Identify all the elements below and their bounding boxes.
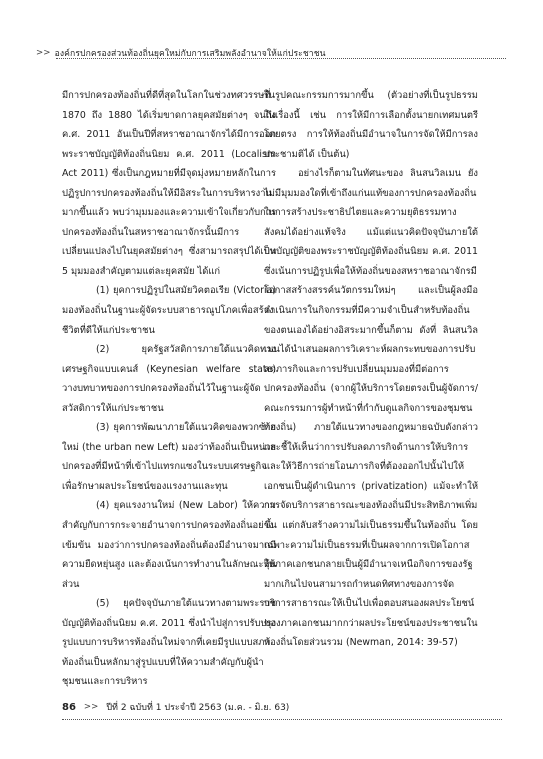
- running-header-title: องค์กรปกครองส่วนท้องถิ่นยุคใหม่กับการเสริมพลังอำนาจให้แก่ประชาชน: [54, 49, 326, 59]
- right-column: [264, 86, 478, 653]
- header-divider: [56, 58, 506, 59]
- page-footer: [62, 700, 502, 714]
- left-column: [62, 86, 276, 692]
- list-item: (3) ยุคการพัฒนาภายใต้แนวคิดของพวกซ้ายใหม่ (the urban new Left) มองว่าท้องถิ่นเป็นหน่วยปกครองที่มีหน้าที่เข้าไปแทรกแซงในระบบเศรษฐกิจเพื่อรักษาผลประโยชน์ของแรงงานและทุน: [62, 422, 276, 492]
- footer-divider: [62, 719, 502, 720]
- list-item: (1) ยุคการปฏิรูปในสมัยวิคตอเรีย (Victoria) มองท้องถิ่นในฐานะผู้จัดระบบสาธารณูปโภคเพื่อสร้างชีวิตที่ดีให้แก่ประชาชน: [62, 285, 276, 336]
- list-item: (2) ยุครัฐสวัสดิการภายใต้แนวคิดทางเศรษฐกิจแบบเคนส์ (Keynesian welfare state) วางบทบาทของการปกครองท้องถิ่นไว้ในฐานะผู้จัดสวัสดิการให้แก่ประชาชน: [62, 344, 276, 414]
- chevron-right-icon: >>: [36, 48, 51, 58]
- issue-info: ปีที่ 2 ฉบับที่ 1 ประจำปี 2563 (ม.ค. - มิ.ย. 63): [106, 703, 290, 713]
- paragraph: มีการปกครองท้องถิ่นที่ดีที่สุดในโลกในช่วงทศวรรษที่ 1870 ถึง 1880 ได้เริ่มขาดกาลยุคสมัยต่างๆ จนถึง ค.ศ. 2011 อันเป็นปีที่สหราชอาณาจักรได้มีการออกพระราชบัญญัติท้องถิ่นนิยม ค.ศ. 2011 (Localism Act 2011) ซึ่งเป็นกฎหมายที่มีจุดมุ่งหมายหลักในการปฏิรูปการปกครองท้องถิ่นให้มีอิสระในการบริหารงานมากขึ้นแล้ว พบว่ามุมมองและความเข้าใจเกี่ยวกับการปกครองท้องถิ่นในสหราชอาณาจักรนั้นมีการเปลี่ยนแปลงไปในยุคสมัยต่างๆ ซึ่งสามารถสรุปได้เป็น 5 มุมมองสำคัญตามแต่ละยุคสมัย ได้แก่: [62, 90, 276, 277]
- list-item: (4) ยุคแรงงานใหม่ (New Labor) ให้ความสำคัญกับการกระจายอำนาจการปกครองท้องถิ่นอย่างเข้มข้น มองว่าการปกครองท้องถิ่นต้องมีอำนาจมากมีความยืดหยุ่นสูง และต้องเน้นการทำงานในลักษณะหุ้นส่วน: [62, 500, 276, 590]
- list-item: (5) ยุคปัจจุบันภายใต้แนวทางตามพระราชบัญญัติท้องถิ่นนิยม ค.ศ. 2011 ซึ่งนำไปสู่การปรับปรุงรูปแบบการบริหารท้องถิ่นใหม่จากที่เคยมีรูปแบบสภาท้องถิ่นเป็นหลักมาสู่รูปแบบที่ให้ความสำคัญกับผู้นำชุมชนและการบริหาร: [62, 598, 276, 688]
- page-number: 86: [62, 701, 76, 713]
- chevron-right-icon: >>: [83, 702, 99, 712]
- paragraph: อย่างไรก็ตามในทัศนะของ ลินสนวิลเมน ยังไม่มีมุมมองใดที่เข้าถึงแก่นแท้ของการปกครองท้องถิ่นในการสร้างประชาธิปไตยและความยุติธรรมทางสังคมได้อย่างแท้จริง แม้แต่แนวคิดปัจจุบันภายใต้บทบัญญัติของพระราชบัญญัติท้องถิ่นนิยม ค.ศ. 2011 ซึ่งเน้นการปฏิรูปเพื่อให้ท้องถิ่นของสหราชอาณาจักรมีโอกาสสร้างสรรค์นวัตกรรมใหม่ๆ และเป็นผู้ลงมือดำเนินการในกิจกรรมที่มีความจำเป็นสำหรับท้องถิ่นของตนเองได้อย่างอิสระมากขึ้นก็ตาม ดังที่ ลินสนวิลเมนได้นำเสนอผลการวิเคราะห์ผลกระทบของการปรับลดภารกิจและการปรับเปลี่ยนมุมมองที่มีต่อการปกครองท้องถิ่น (จากผู้ให้บริการโดยตรงเป็นผู้จัดการ/คณะกรรมการผู้ทำหน้าที่กำกับดูแลกิจการของชุมชนท้องถิ่น) ภายใต้แนวทางของกฎหมายฉบับดังกล่าว และชี้ให้เห็นว่าการปรับลดภารกิจด้านการให้บริการและให้วิธีการถ่ายโอนภารกิจที่ต้องออกไปนั้นไปให้เอกชนเป็นผู้ดำเนินการ (privatization) แม้จะทำให้การจัดบริการสาธารณะของท้องถิ่นมีประสิทธิภาพเพิ่มขึ้น แต่กลับสร้างความไม่เป็นธรรมขึ้นในท้องถิ่น โดยเฉพาะความไม่เป็นธรรมที่เป็นผลจากการเปิดโอกาสให้ภาคเอกชนกลายเป็นผู้มีอำนาจเหนือกิจการของรัฐมากเกินไปจนสามารถกำหนดทิศทางของการจัดบริการสาธารณะให้เป็นไปเพื่อตอบสนองผลประโยชน์ของภาคเอกชนมากกว่าผลประโยชน์ของประชาชนในท้องถิ่นโดยส่วนรวม (Newman, 2014: 39-57): [264, 168, 478, 649]
- paragraph: ในรูปคณะกรรมการมากขึ้น (ตัวอย่างที่เป็นรูปธรรมในเรื่องนี้ เช่น การให้มีการเลือกตั้งนายกเทศมนตรีโดยตรง การให้ท้องถิ่นมีอำนาจในการจัดให้มีการลงประชามติได้ เป็นต้น): [264, 90, 478, 160]
